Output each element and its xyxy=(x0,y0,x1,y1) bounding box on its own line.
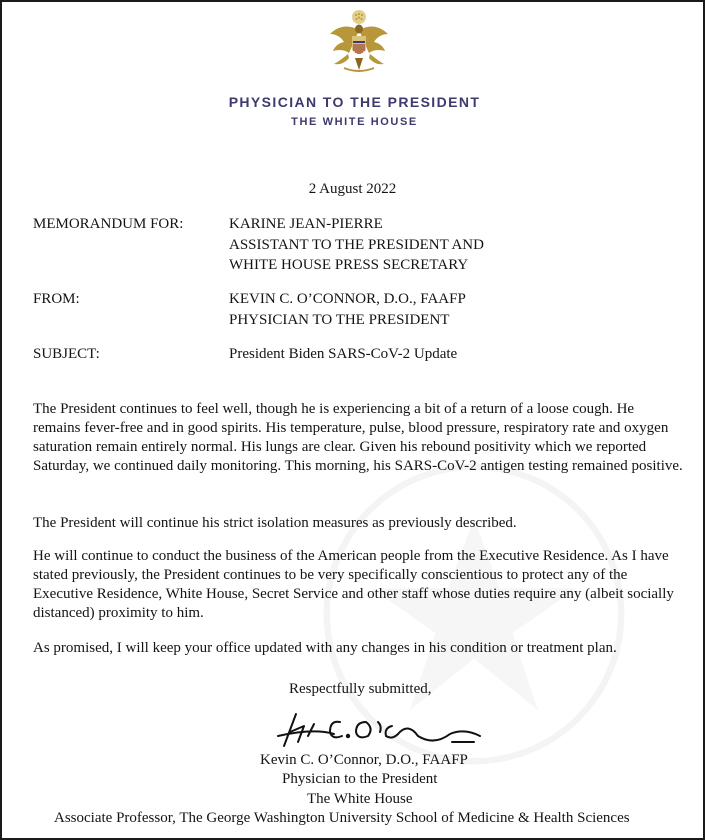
signatory-name: Kevin C. O’Connor, D.O., FAAFP xyxy=(260,752,468,768)
memo-date: 2 August 2022 xyxy=(308,181,397,197)
body-paragraph: The President will continue his strict isolation measures as previously described. xyxy=(33,515,517,531)
office-title: PHYSICIAN TO THE PRESIDENT xyxy=(228,94,481,110)
signatory-affiliation: Associate Professor, The George Washington University School of Medicine & Health Sciences xyxy=(54,810,630,826)
memo-from-label: FROM: xyxy=(33,291,80,307)
memo-for-label: MEMORANDUM FOR: xyxy=(33,216,184,232)
memo-for-line: ASSISTANT TO THE PRESIDENT AND xyxy=(229,237,484,253)
memo-from-line: KEVIN C. O’CONNOR, D.O., FAAFP xyxy=(229,291,466,307)
memo-subject-label: SUBJECT: xyxy=(33,346,100,362)
body-paragraph: The President continues to feel well, though he is experiencing a bit of a return of a loose cough. He remains fever-free and in good spirits. His temperature, pulse, blood pressure, respiratory rate and oxygen saturation remain entirely normal. His lungs are clear. Given his rebound positivity which we reported Saturday, we continued daily monitoring. This morning, his SARS-CoV-2 antigen testing remained positive. xyxy=(33,401,683,474)
signatory-office: The White House xyxy=(307,791,413,807)
handwritten-signature xyxy=(274,706,490,752)
signatory-title: Physician to the President xyxy=(282,771,438,787)
memo-for-line: WHITE HOUSE PRESS SECRETARY xyxy=(229,257,469,273)
memo-for-line: KARINE JEAN-PIERRE xyxy=(229,216,383,232)
body-paragraph: As promised, I will keep your office updated with any changes in his condition or treatment plan. xyxy=(33,640,617,656)
body-paragraph: He will continue to conduct the business of the American people from the Executive Residence. As I have stated previously, the President continues to be very specifically conscientious to protect any of the Executive Residence, White House, Secret Service and other staff whose duties require any (albeit socially distanced) proximity to him. xyxy=(33,548,674,621)
great-seal-eagle-icon xyxy=(328,8,390,76)
office-subtitle: THE WHITE HOUSE xyxy=(291,116,418,128)
sign-off: Respectfully submitted, xyxy=(289,681,432,697)
memo-from-line: PHYSICIAN TO THE PRESIDENT xyxy=(229,312,450,328)
memo-subject-value: President Biden SARS-CoV-2 Update xyxy=(229,346,458,362)
